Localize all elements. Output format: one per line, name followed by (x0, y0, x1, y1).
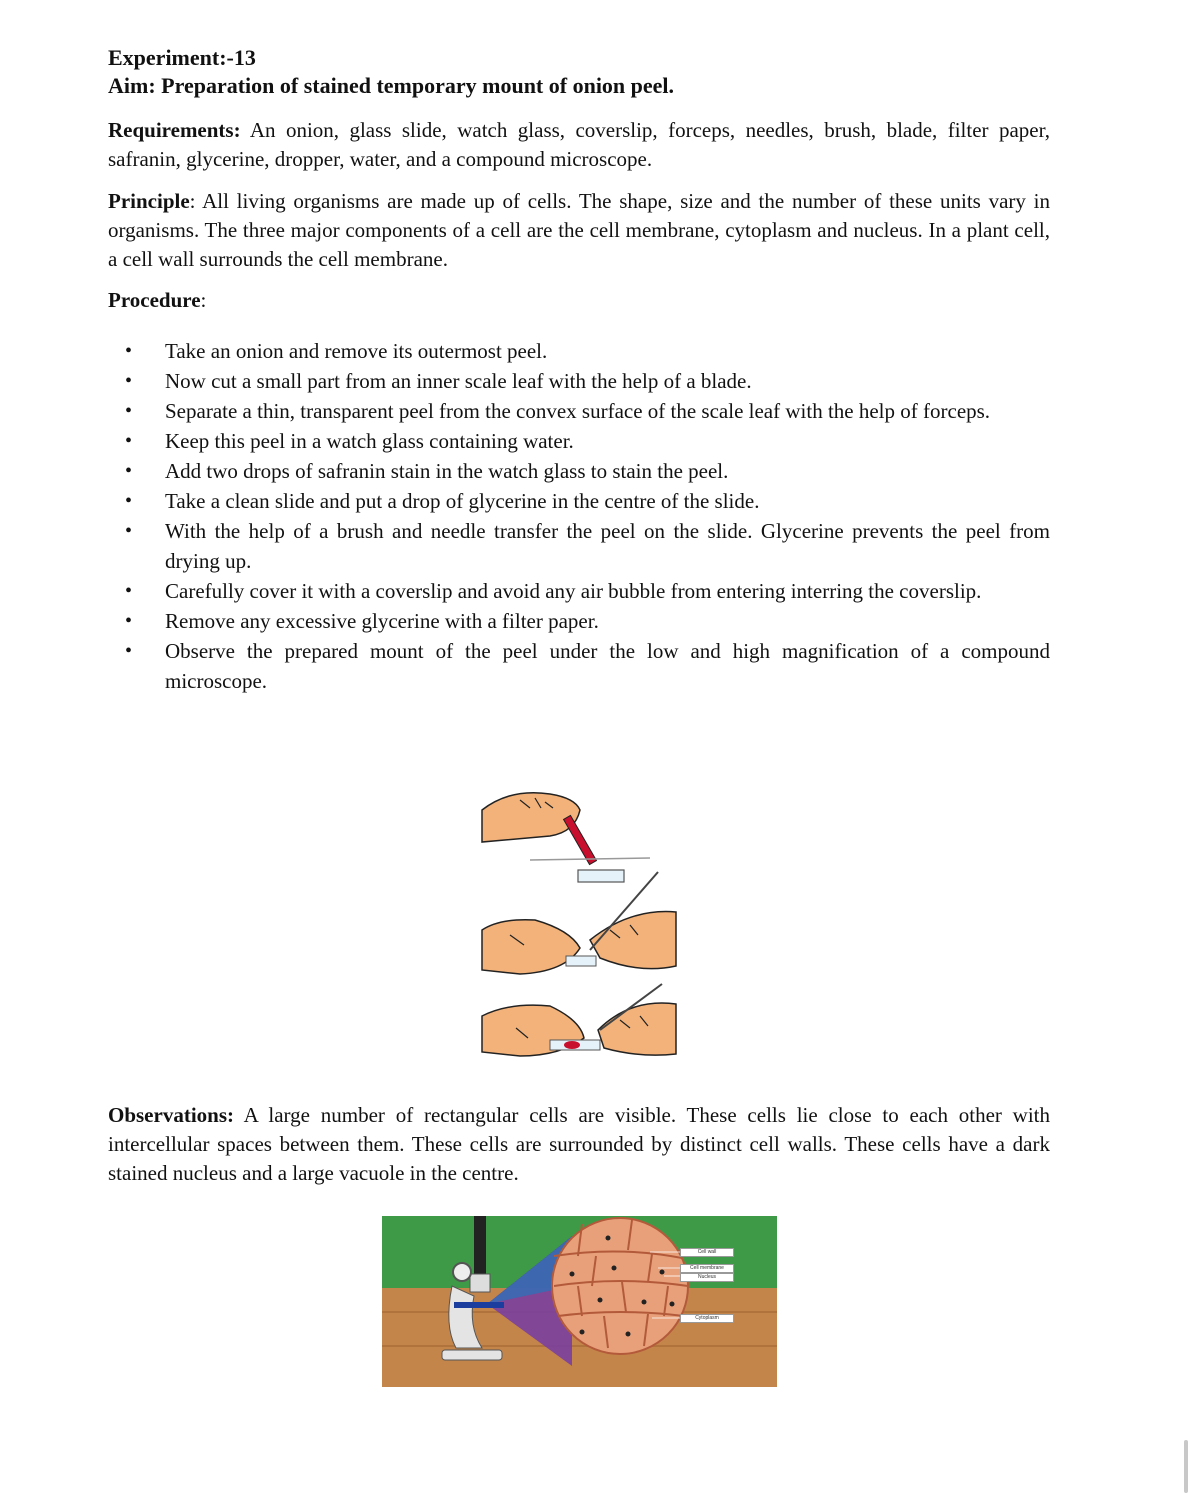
requirements-paragraph (108, 116, 1050, 174)
principle-paragraph (108, 187, 1050, 274)
bullet-icon: • (125, 640, 133, 662)
procedure-step: • Observe the prepared mount of the peel under the low and high magnification of a compound microscope. (108, 636, 1050, 696)
observations-text: A large number of rectangular cells are visible. These cells lie close to each other with intercellular spaces between them. These cells are surrounded by distinct cell walls. These cells have a dark stained nucleus and a large vacuole in the centre. (108, 1103, 1050, 1185)
bullet-icon: • (125, 610, 133, 632)
procedure-step: • Take an onion and remove its outermost peel. (108, 336, 1050, 366)
requirements-label: Requirements: (108, 118, 241, 142)
procedure-step: • Add two drops of safranin stain in the watch glass to stain the peel. (108, 456, 1050, 486)
principle-text: : All living organisms are made up of cells. The shape, size and the number of these units vary in organisms. The three major components of a cell are the cell membrane, cytoplasm and nucleus. In a plant cell, a cell wall surrounds the cell membrane. (108, 189, 1050, 271)
procedure-step: • Carefully cover it with a coverslip and avoid any air bubble from entering interring the coverslip. (108, 576, 1050, 606)
experiment-number: Experiment:-13 (108, 45, 256, 70)
bullet-icon: • (125, 400, 133, 422)
bullet-icon: • (125, 490, 133, 512)
aim-heading: Aim: Preparation of stained temporary mount of onion peel. (108, 73, 675, 98)
bullet-icon: • (125, 460, 133, 482)
procedure-step: • Remove any excessive glycerine with a filter paper. (108, 606, 1050, 636)
hands-illustration (480, 780, 680, 1060)
procedure-step: • Separate a thin, transparent peel from the convex surface of the scale leaf with the help of forceps. (108, 396, 1050, 426)
bullet-icon: • (125, 370, 133, 392)
bullet-icon: • (125, 520, 133, 542)
label-cytoplasm: Cytoplasm (680, 1314, 734, 1323)
bullet-icon: • (125, 340, 133, 362)
procedure-step: • Take a clean slide and put a drop of glycerine in the centre of the slide. (108, 486, 1050, 516)
label-cell-wall: Cell wall (680, 1248, 734, 1257)
procedure-heading: Procedure: (108, 288, 207, 312)
observations-label: Observations: (108, 1103, 234, 1127)
microscope-cells-illustration (382, 1216, 777, 1387)
label-cell-membrane: Cell membrane (680, 1264, 734, 1273)
requirements-text: An onion, glass slide, watch glass, coverslip, forceps, needles, brush, blade, filter paper, safranin, glycerine, dropper, water, and a compound microscope. (108, 118, 1050, 171)
vertical-scrollbar[interactable] (1184, 1440, 1188, 1493)
procedure-step: • Keep this peel in a watch glass containing water. (108, 426, 1050, 456)
slide-preparation-illustration (480, 780, 680, 1060)
bullet-icon: • (125, 430, 133, 452)
label-nucleus: Nucleus (680, 1273, 734, 1282)
procedure-step: • With the help of a brush and needle transfer the peel on the slide. Glycerine prevents the peel from drying up. (108, 516, 1050, 576)
procedure-step: • Now cut a small part from an inner scale leaf with the help of a blade. (108, 366, 1050, 396)
observations-paragraph (108, 1101, 1050, 1188)
microscope-diagram (382, 1216, 777, 1387)
principle-label: Principle (108, 189, 190, 213)
bullet-icon: • (125, 580, 133, 602)
procedure-steps-list (108, 336, 1050, 696)
document-page (108, 44, 1050, 696)
